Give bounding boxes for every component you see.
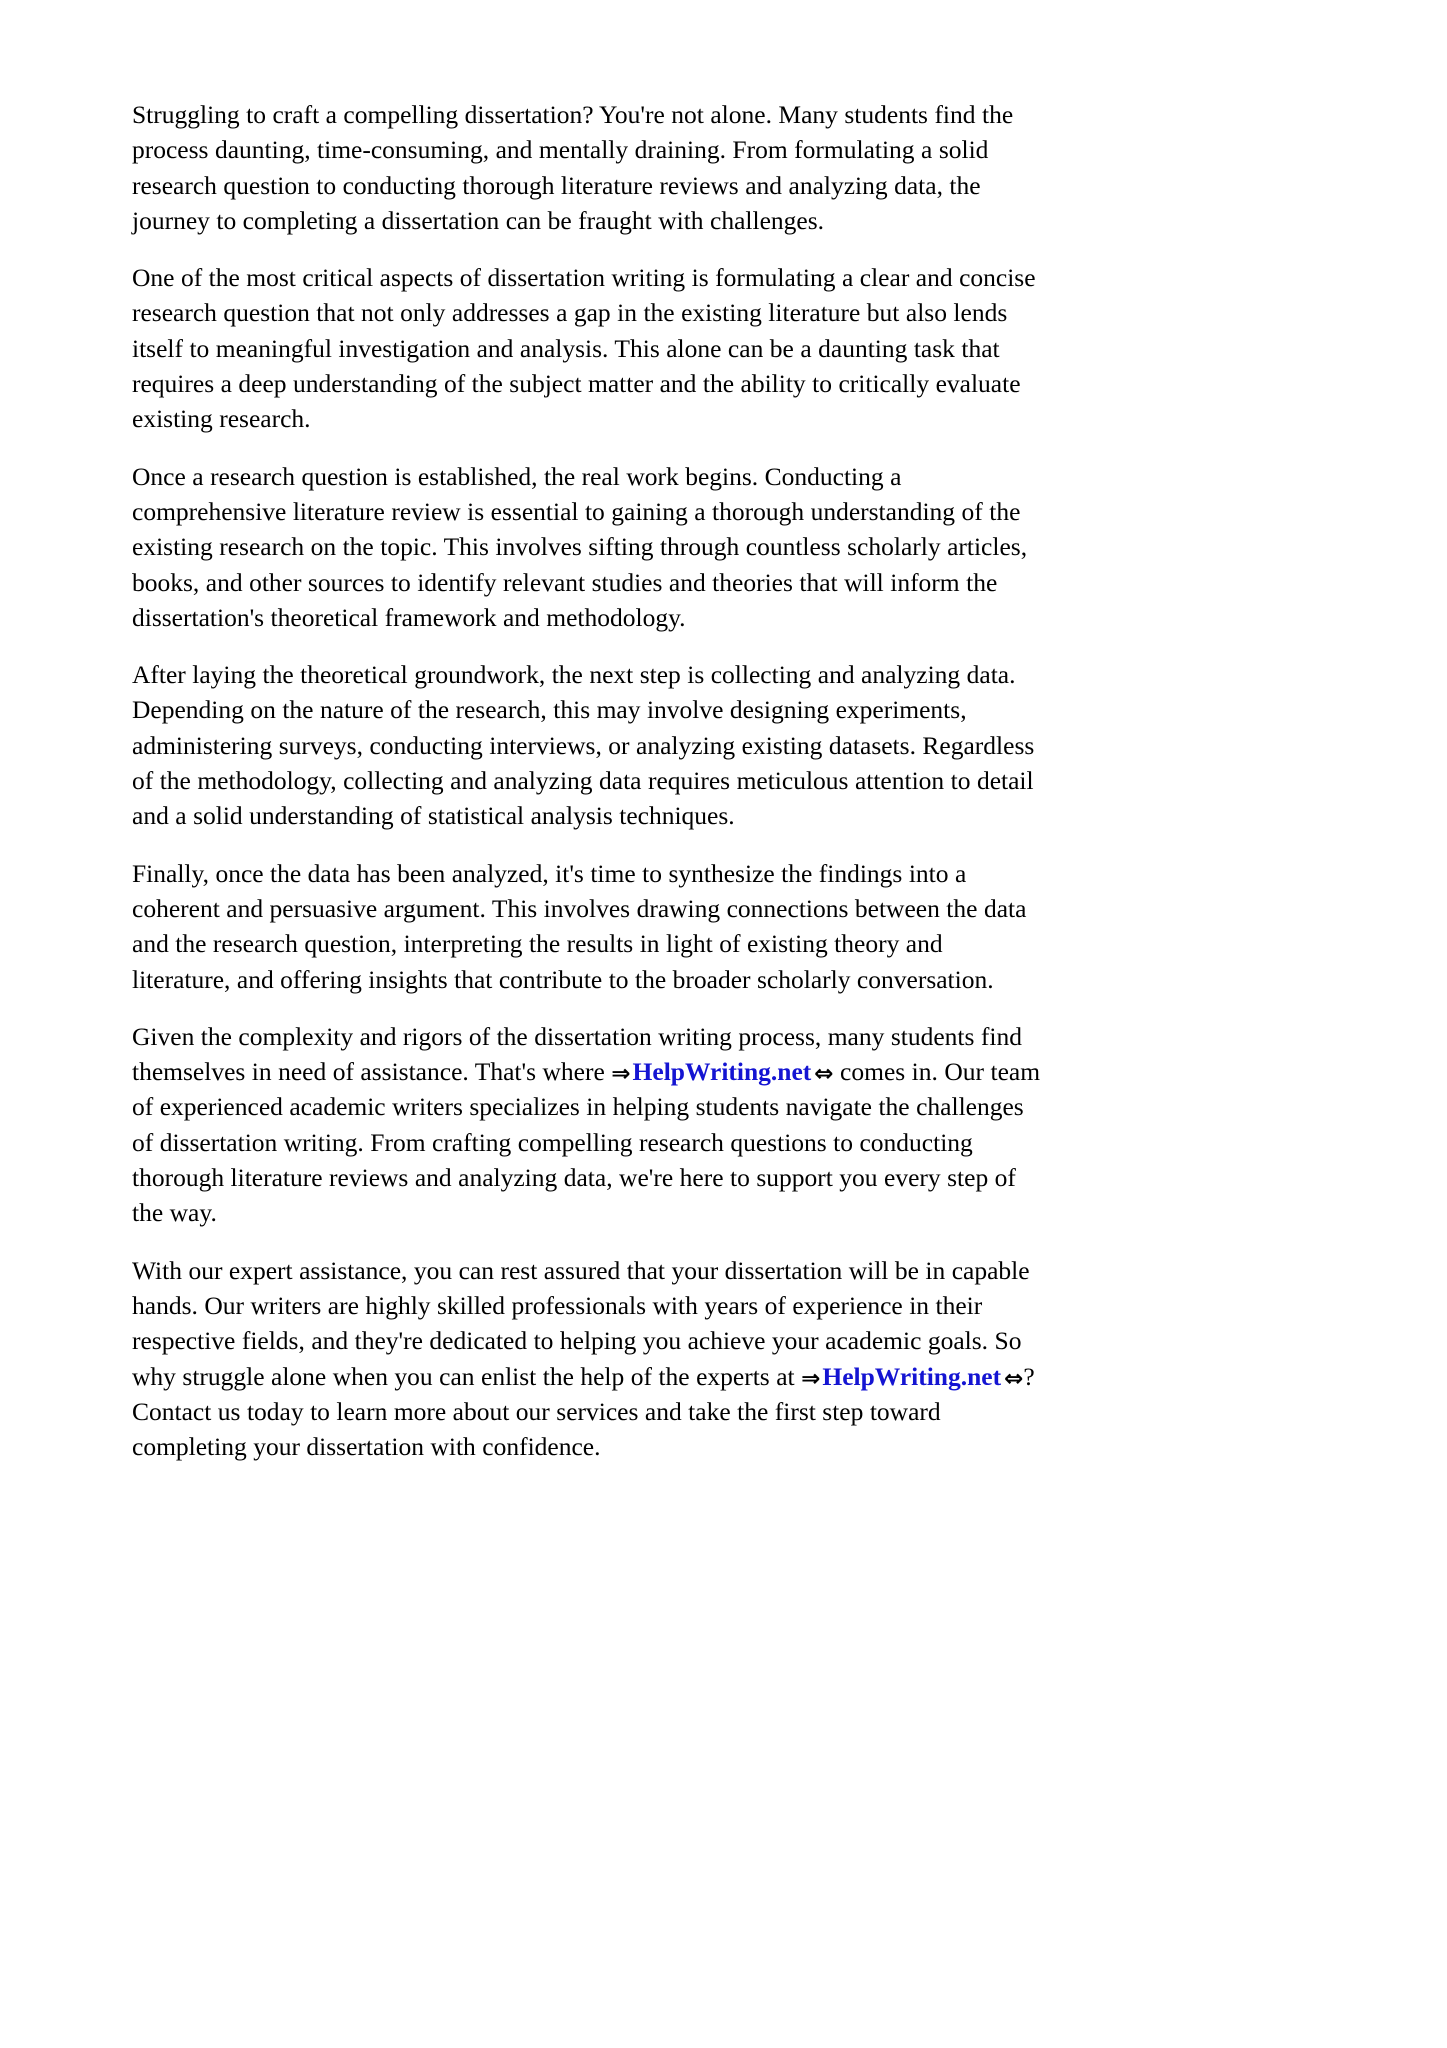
paragraph-5: Finally, once the data has been analyzed, it's time to synthesize the findings into a coherent and persuasive argument. This involves drawing connections between the data and the research question, interpreting the results in light of existing theory and literature, and offering insights that contribute to the broader scholarly conversation. bbox=[132, 858, 1027, 994]
document-body bbox=[132, 97, 1042, 1464]
paragraph-7-text-after: ? Contact us today to learn more about our services and take the first step toward completing your dissertation with confidence. bbox=[132, 1361, 1035, 1462]
paragraph-6-text-before: Given the complexity and rigors of the dissertation writing process, many students find themselves in need of assistance. That's where bbox=[132, 1021, 1022, 1087]
helpwriting-link-1[interactable]: HelpWriting.net bbox=[632, 1057, 812, 1087]
paragraph-2: One of the most critical aspects of dissertation writing is formulating a clear and concise research question that not only addresses a gap in the existing literature but also lends itself to meaningful investigation and analysis. This alone can be a daunting task that requires a deep understanding of the subject matter and the ability to critically evaluate existing research. bbox=[132, 263, 1036, 434]
left-right-double-arrow-icon: ⇔ bbox=[1004, 1365, 1024, 1392]
paragraph-6 bbox=[132, 1019, 1042, 1231]
paragraph-7 bbox=[132, 1253, 1042, 1465]
paragraph-1: Struggling to craft a compelling dissertation? You're not alone. Many students find the process daunting, time-consuming, and mentally draining. From formulating a solid research question to conducting thorough literature reviews and analyzing data, the journey to completing a dissertation can be fraught with challenges. bbox=[132, 100, 1014, 235]
paragraph-7-text-before: With our expert assistance, you can rest assured that your dissertation will be in capable hands. Our writers are highly skilled professionals with years of experience in their respective fields, and they're dedicated to helping you achieve your academic goals. So why struggle alone when you can enlist the help of the experts at bbox=[132, 1255, 1030, 1391]
paragraph-3: Once a research question is established, the real work begins. Conducting a comprehensive literature review is essential to gaining a thorough understanding of the existing research on the topic. This involves sifting through countless scholarly articles, books, and other sources to identify relevant studies and theories that will inform the dissertation's theoretical framework and methodology. bbox=[132, 461, 1028, 632]
helpwriting-link-group-2[interactable] bbox=[801, 1362, 1023, 1391]
left-right-double-arrow-icon: ⇔ bbox=[814, 1061, 834, 1088]
double-right-arrow-icon: ⇒ bbox=[801, 1365, 821, 1392]
paragraph-6-text-after: comes in. Our team of experienced academic writers specializes in helping students navigate the challenges of dissertation writing. From crafting compelling research questions to conducting thorough literature reviews and analyzing data, we're here to support you every step of the way. bbox=[132, 1057, 1041, 1228]
helpwriting-link-2[interactable]: HelpWriting.net bbox=[822, 1361, 1002, 1391]
paragraph-4: After laying the theoretical groundwork, the next step is collecting and analyzing data. Depending on the nature of the research, this may involve designing experiments, administering surveys, conducting interviews, or analyzing existing datasets. Regardless of the methodology, collecting and analyzing data requires meticulous attention to detail and a solid understanding of statistical analysis techniques. bbox=[132, 660, 1035, 831]
helpwriting-link-group-1[interactable] bbox=[611, 1057, 833, 1086]
double-right-arrow-icon: ⇒ bbox=[611, 1061, 631, 1088]
